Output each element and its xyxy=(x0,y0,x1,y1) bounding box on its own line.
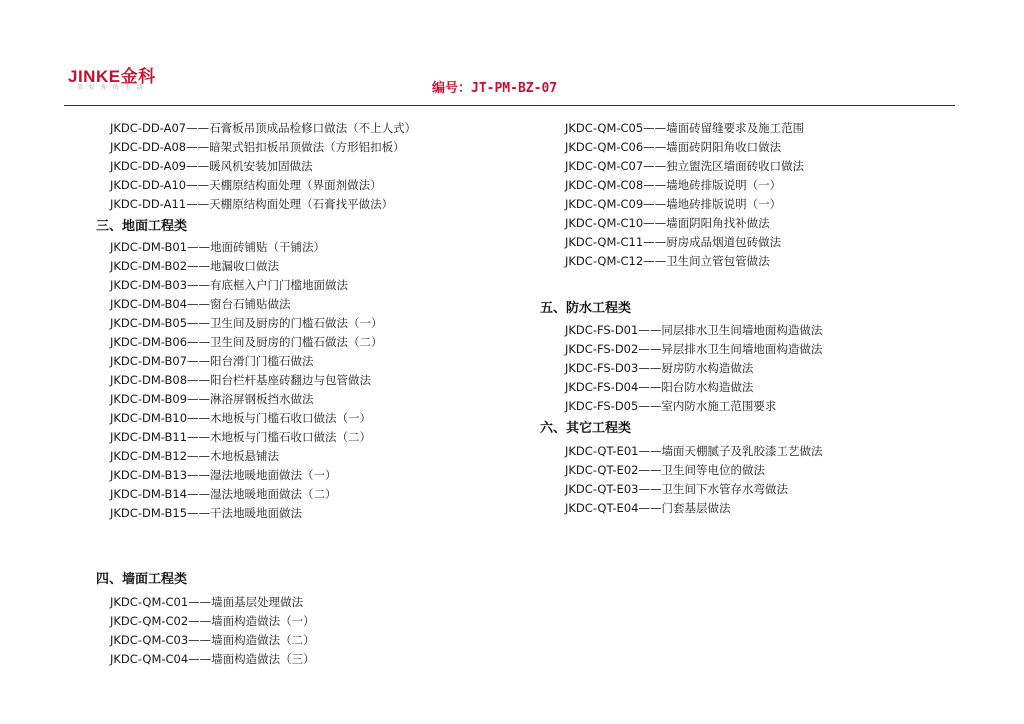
header-divider xyxy=(64,105,955,106)
list-item: JKDC-QT-E02——卫生间等电位的做法 xyxy=(565,463,765,477)
list-item: JKDC-FS-D01——同层排水卫生间墙地面构造做法 xyxy=(565,323,823,337)
section-title-waterproof: 五、防水工程类 xyxy=(540,301,632,316)
section-title-other: 六、其它工程类 xyxy=(540,421,632,436)
document-number: 编号：JT-PM-BZ-07 xyxy=(432,81,558,96)
list-item: JKDC-DM-B07——阳台滑门门槛石做法 xyxy=(110,354,314,368)
list-item: JKDC-QT-E04——门套基层做法 xyxy=(565,501,731,515)
list-item: JKDC-DM-B10——木地板与门槛石收口做法（一） xyxy=(110,411,372,425)
list-item: JKDC-FS-D02——异层排水卫生间墙地面构造做法 xyxy=(565,342,823,356)
list-item: JKDC-DM-B03——有底框入户门门槛地面做法 xyxy=(110,278,349,292)
company-logo xyxy=(68,62,158,92)
section-title-wall: 四、墙面工程类 xyxy=(96,572,188,587)
list-item: JKDC-QM-C10——墙面阴阳角找补做法 xyxy=(565,216,770,230)
list-item: JKDC-DM-B15——干法地暖地面做法 xyxy=(110,506,303,520)
list-item: JKDC-DM-B14——湿法地暖地面做法（二） xyxy=(110,487,337,501)
list-item: JKDC-QM-C12——卫生间立管包管做法 xyxy=(565,254,770,268)
list-item: JKDC-QM-C08——墙地砖排版说明（一） xyxy=(565,178,782,192)
list-item: JKDC-QM-C03——墙面构造做法（二） xyxy=(110,633,315,647)
section-title-floor: 三、地面工程类 xyxy=(96,219,188,234)
list-item: JKDC-DM-B13——湿法地暖地面做法（一） xyxy=(110,468,337,482)
list-item: JKDC-DD-A11——天棚原结构面处理（石膏找平做法） xyxy=(110,197,394,211)
list-item: JKDC-DD-A09——暖风机安装加固做法 xyxy=(110,159,313,173)
list-item: JKDC-QM-C11——厨房成品烟道包砖做法 xyxy=(565,235,782,249)
list-item: JKDC-DM-B01——地面砖铺贴（干铺法） xyxy=(110,240,326,254)
list-item: JKDC-DD-A07——石膏板吊顶成品检修口做法（不上人式） xyxy=(110,121,417,135)
list-item: JKDC-FS-D03——厨房防水构造做法 xyxy=(565,361,754,375)
list-item: JKDC-DM-B02——地漏收口做法 xyxy=(110,259,280,273)
list-item: JKDC-QM-C07——独立盥洗区墙面砖收口做法 xyxy=(565,159,805,173)
logo-brand-cn: 金科 xyxy=(120,67,156,86)
list-item: JKDC-QM-C06——墙面砖阴阳角收口做法 xyxy=(565,140,782,154)
logo-brand-latin: JINKE xyxy=(68,67,121,86)
list-item: JKDC-QM-C09——墙地砖排版说明（一） xyxy=(565,197,782,211)
list-item: JKDC-DM-B11——木地板与门槛石收口做法（二） xyxy=(110,430,372,444)
logo-tagline: 美 好 你 的 生 活 xyxy=(77,84,145,91)
list-item: JKDC-QM-C02——墙面构造做法（一） xyxy=(110,614,315,628)
list-item: JKDC-QT-E01——墙面天棚腻子及乳胶漆工艺做法 xyxy=(565,444,823,458)
list-item: JKDC-DM-B04——窗台石铺贴做法 xyxy=(110,297,291,311)
list-item: JKDC-DM-B12——木地板悬铺法 xyxy=(110,449,280,463)
list-item: JKDC-QM-C05——墙面砖留缝要求及施工范围 xyxy=(565,121,805,135)
list-item: JKDC-QM-C01——墙面基层处理做法 xyxy=(110,595,304,609)
list-item: JKDC-DM-B05——卫生间及厨房的门槛石做法（一） xyxy=(110,316,383,330)
list-item: JKDC-DM-B08——阳台栏杆基座砖翻边与包管做法 xyxy=(110,373,372,387)
list-item: JKDC-DM-B09——淋浴屏钢板挡水做法 xyxy=(110,392,314,406)
list-item: JKDC-DD-A08——暗架式铝扣板吊顶做法（方形铝扣板） xyxy=(110,140,405,154)
list-item: JKDC-FS-D05——室内防水施工范围要求 xyxy=(565,399,777,413)
list-item: JKDC-FS-D04——阳台防水构造做法 xyxy=(565,380,754,394)
list-item: JKDC-QT-E03——卫生间下水管存水弯做法 xyxy=(565,482,788,496)
list-item: JKDC-DD-A10——天棚原结构面处理（界面剂做法） xyxy=(110,178,382,192)
list-item: JKDC-QM-C04——墙面构造做法（三） xyxy=(110,652,315,666)
list-item: JKDC-DM-B06——卫生间及厨房的门槛石做法（二） xyxy=(110,335,383,349)
